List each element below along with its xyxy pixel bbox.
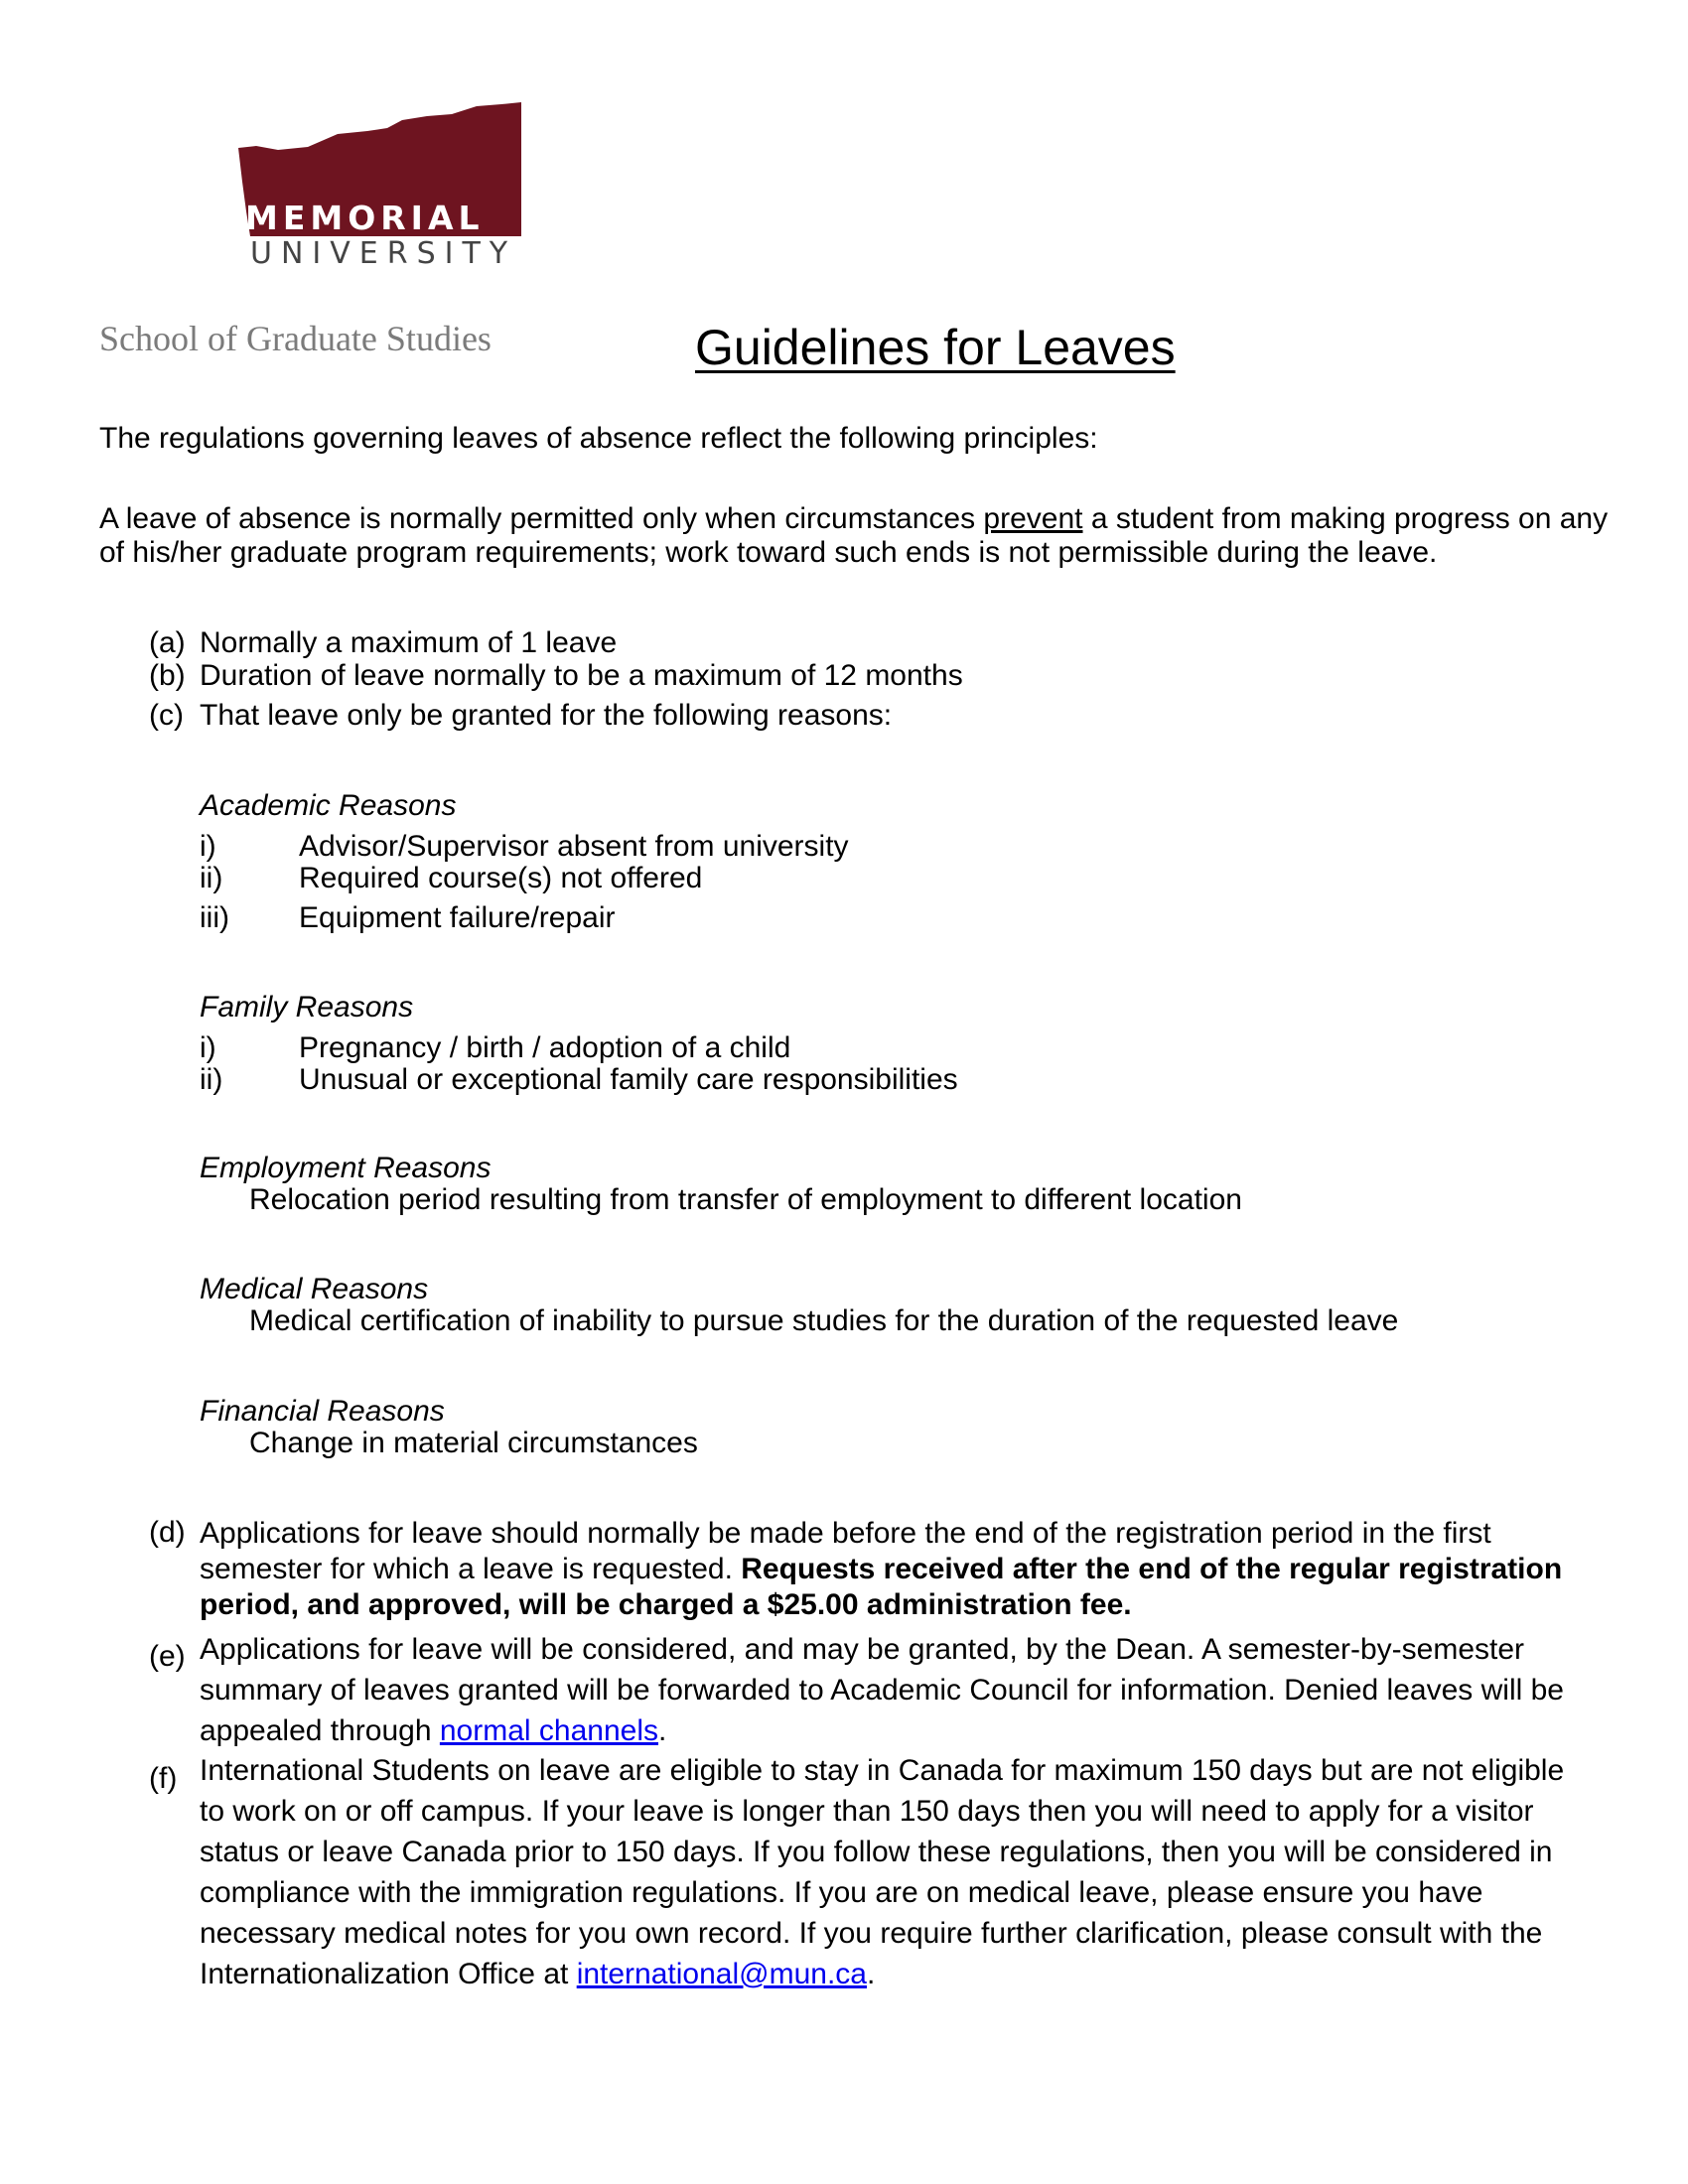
item-e-text: Applications for leave will be considered, and may be granted, by the Dean. A semester-by-semester summary of leaves granted will be forwarded to Academic Council for information. Denied leaves will be appealed through [200, 1633, 1564, 1747]
academic-reason-2: Required course(s) not offered [299, 862, 703, 894]
principle-paragraph [99, 502, 1618, 570]
item-d-fee-notice: Requests received after the end of the regular registration period, and approved, will be charged a $25.00 administration fee. [200, 1553, 1563, 1621]
school-name: School of Graduate Studies [99, 319, 492, 358]
item-d-label: (d) [149, 1516, 186, 1549]
family-reason-2: Unusual or exceptional family care responsibilities [299, 1063, 958, 1096]
item-a-text: Normally a maximum of 1 leave [200, 626, 618, 659]
item-f-paragraph [200, 1750, 1590, 1994]
intro-text: The regulations governing leaves of absence reflect the following principles: [99, 422, 1098, 455]
employment-reason-text: Relocation period resulting from transfer of employment to different location [249, 1183, 1242, 1216]
item-e-label: (e) [149, 1640, 186, 1673]
family-reason-1: Pregnancy / birth / adoption of a child [299, 1031, 791, 1064]
item-c-label: (c) [149, 699, 184, 732]
item-b-label: (b) [149, 659, 186, 692]
international-email-link[interactable]: international@mun.ca [576, 1958, 867, 1990]
academic-num-2: ii) [200, 862, 223, 894]
principle-underlined-word: prevent [983, 502, 1083, 535]
academic-reasons-heading: Academic Reasons [200, 789, 457, 822]
item-b-text: Duration of leave normally to be a maximum of 12 months [200, 659, 963, 692]
item-f-text: International Students on leave are eligible to stay in Canada for maximum 150 days but are not eligible to work on or off campus. If your leave is longer than 150 days then you will need to apply for a visitor status or leave Canada prior to 150 days. If you follow these regulations, then you will be considered in compliance with the immigration regulations. If you are on medical leave, please ensure you have necessary medical notes for you own record. If you require further clarification, please consult with the Internationalization Office at [200, 1754, 1565, 1990]
principle-text-after: a student from making progress on any of his/her graduate program requirements; work toward such ends is not permissible during the leave. [99, 502, 1609, 569]
logo-text-memorial: MEMORIAL [245, 199, 485, 237]
memorial-university-logo [238, 102, 521, 271]
item-a-label: (a) [149, 626, 186, 659]
item-f-end: . [866, 1958, 876, 1990]
family-num-2: ii) [200, 1063, 223, 1096]
item-e-end: . [658, 1714, 667, 1747]
medical-reason-text: Medical certification of inability to pursue studies for the duration of the requested leave [249, 1304, 1399, 1337]
normal-channels-link[interactable]: normal channels [439, 1714, 658, 1747]
item-d-text: Applications for leave should normally be made before the end of the registration period in the first semester for which a leave is requested. [200, 1517, 1491, 1585]
academic-reason-3: Equipment failure/repair [299, 901, 616, 934]
academic-num-1: i) [200, 830, 216, 863]
item-d-paragraph [200, 1516, 1590, 1623]
family-reasons-heading: Family Reasons [200, 991, 414, 1024]
academic-num-3: iii) [200, 901, 229, 934]
item-e-paragraph [200, 1629, 1590, 1751]
financial-reason-text: Change in material circumstances [249, 1427, 698, 1459]
employment-reasons-heading: Employment Reasons [200, 1152, 492, 1184]
academic-reason-1: Advisor/Supervisor absent from university [299, 830, 849, 863]
item-f-label: (f) [149, 1762, 178, 1795]
financial-reasons-heading: Financial Reasons [200, 1395, 445, 1428]
medical-reasons-heading: Medical Reasons [200, 1273, 429, 1305]
principle-text-before: A leave of absence is normally permitted only when circumstances [99, 502, 984, 535]
logo-text-university: UNIVERSITY [250, 236, 517, 271]
item-c-text: That leave only be granted for the following reasons: [200, 699, 893, 732]
family-num-1: i) [200, 1031, 216, 1064]
page-title: Guidelines for Leaves [695, 320, 1176, 375]
